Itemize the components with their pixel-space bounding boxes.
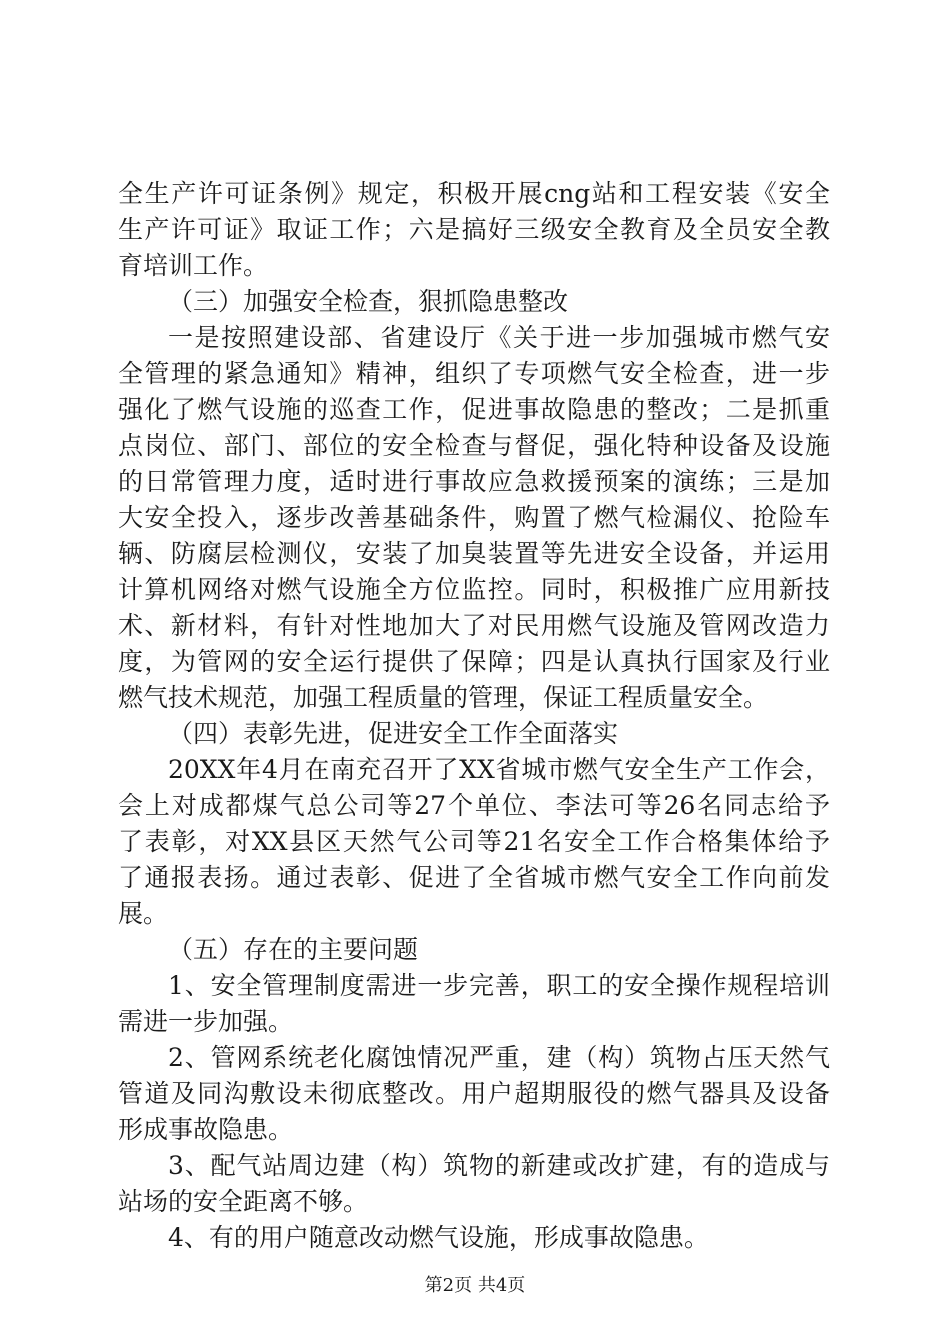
section-heading: （五）存在的主要问题: [168, 935, 419, 964]
body-text-line: 辆、防腐层检测仪，安装了加臭装置等先进安全设备，并运用: [118, 539, 830, 568]
body-text-line: 20XX年4月在南充召开了XX省城市燃气安全生产工作会，: [168, 755, 830, 784]
body-text-line: 展。: [118, 899, 169, 928]
body-text-line: 生产许可证》取证工作；六是搞好三级安全教育及全员安全教: [118, 215, 830, 244]
body-text-line: 3、配气站周边建（构）筑物的新建或改扩建，有的造成与: [168, 1151, 830, 1180]
body-text-line: 了通报表扬。通过表彰、促进了全省城市燃气安全工作向前发: [118, 863, 830, 892]
body-text-line: 育培训工作。: [118, 251, 269, 280]
body-text-line: 4、有的用户随意改动燃气设施，形成事故隐患。: [168, 1223, 709, 1252]
body-text-line: 燃气技术规范，加强工程质量的管理，保证工程质量安全。: [118, 683, 769, 712]
body-text-line: 的日常管理力度，适时进行事故应急救援预案的演练；三是加: [118, 467, 830, 496]
body-text-line: 全管理的紧急通知》精神，组织了专项燃气安全检查，进一步: [118, 359, 830, 388]
body-text-line: 度，为管网的安全运行提供了保障；四是认真执行国家及行业: [118, 647, 830, 676]
body-text-line: 计算机网络对燃气设施全方位监控。同时，积极推广应用新技: [118, 575, 830, 604]
body-text-line: 形成事故隐患。: [118, 1115, 294, 1144]
body-text-line: 了表彰，对XX县区天然气公司等21名安全工作合格集体给予: [118, 827, 830, 856]
section-heading: （四）表彰先进，促进安全工作全面落实: [168, 719, 619, 748]
section-heading: （三）加强安全检查，狠抓隐患整改: [168, 287, 569, 316]
body-text-line: 一是按照建设部、省建设厅《关于进一步加强城市燃气安: [168, 323, 830, 352]
body-text-line: 大安全投入，逐步改善基础条件，购置了燃气检漏仪、抢险车: [118, 503, 830, 532]
body-text-line: 1、安全管理制度需进一步完善，职工的安全操作规程培训: [168, 971, 830, 1000]
body-text-line: 术、新材料，有针对性地加大了对民用燃气设施及管网改造力: [118, 611, 830, 640]
body-text-line: 站场的安全距离不够。: [118, 1187, 369, 1216]
body-text-line: 管道及同沟敷设未彻底整改。用户超期服役的燃气器具及设备: [118, 1079, 830, 1108]
body-text-line: 需进一步加强。: [118, 1007, 294, 1036]
body-text-line: 全生产许可证条例》规定，积极开展cng站和工程安装《安全: [118, 179, 830, 208]
body-text-line: 强化了燃气设施的巡查工作，促进事故隐患的整改；二是抓重: [118, 395, 830, 424]
body-text-line: 2、管网系统老化腐蚀情况严重，建（构）筑物占压天然气: [168, 1043, 830, 1072]
body-text-line: 点岗位、部门、部位的安全检查与督促，强化特种设备及设施: [118, 431, 830, 460]
page-footer: 第2页 共4页: [424, 1275, 526, 1296]
body-text-line: 会上对成都煤气总公司等27个单位、李法可等26名同志给予: [118, 791, 830, 820]
